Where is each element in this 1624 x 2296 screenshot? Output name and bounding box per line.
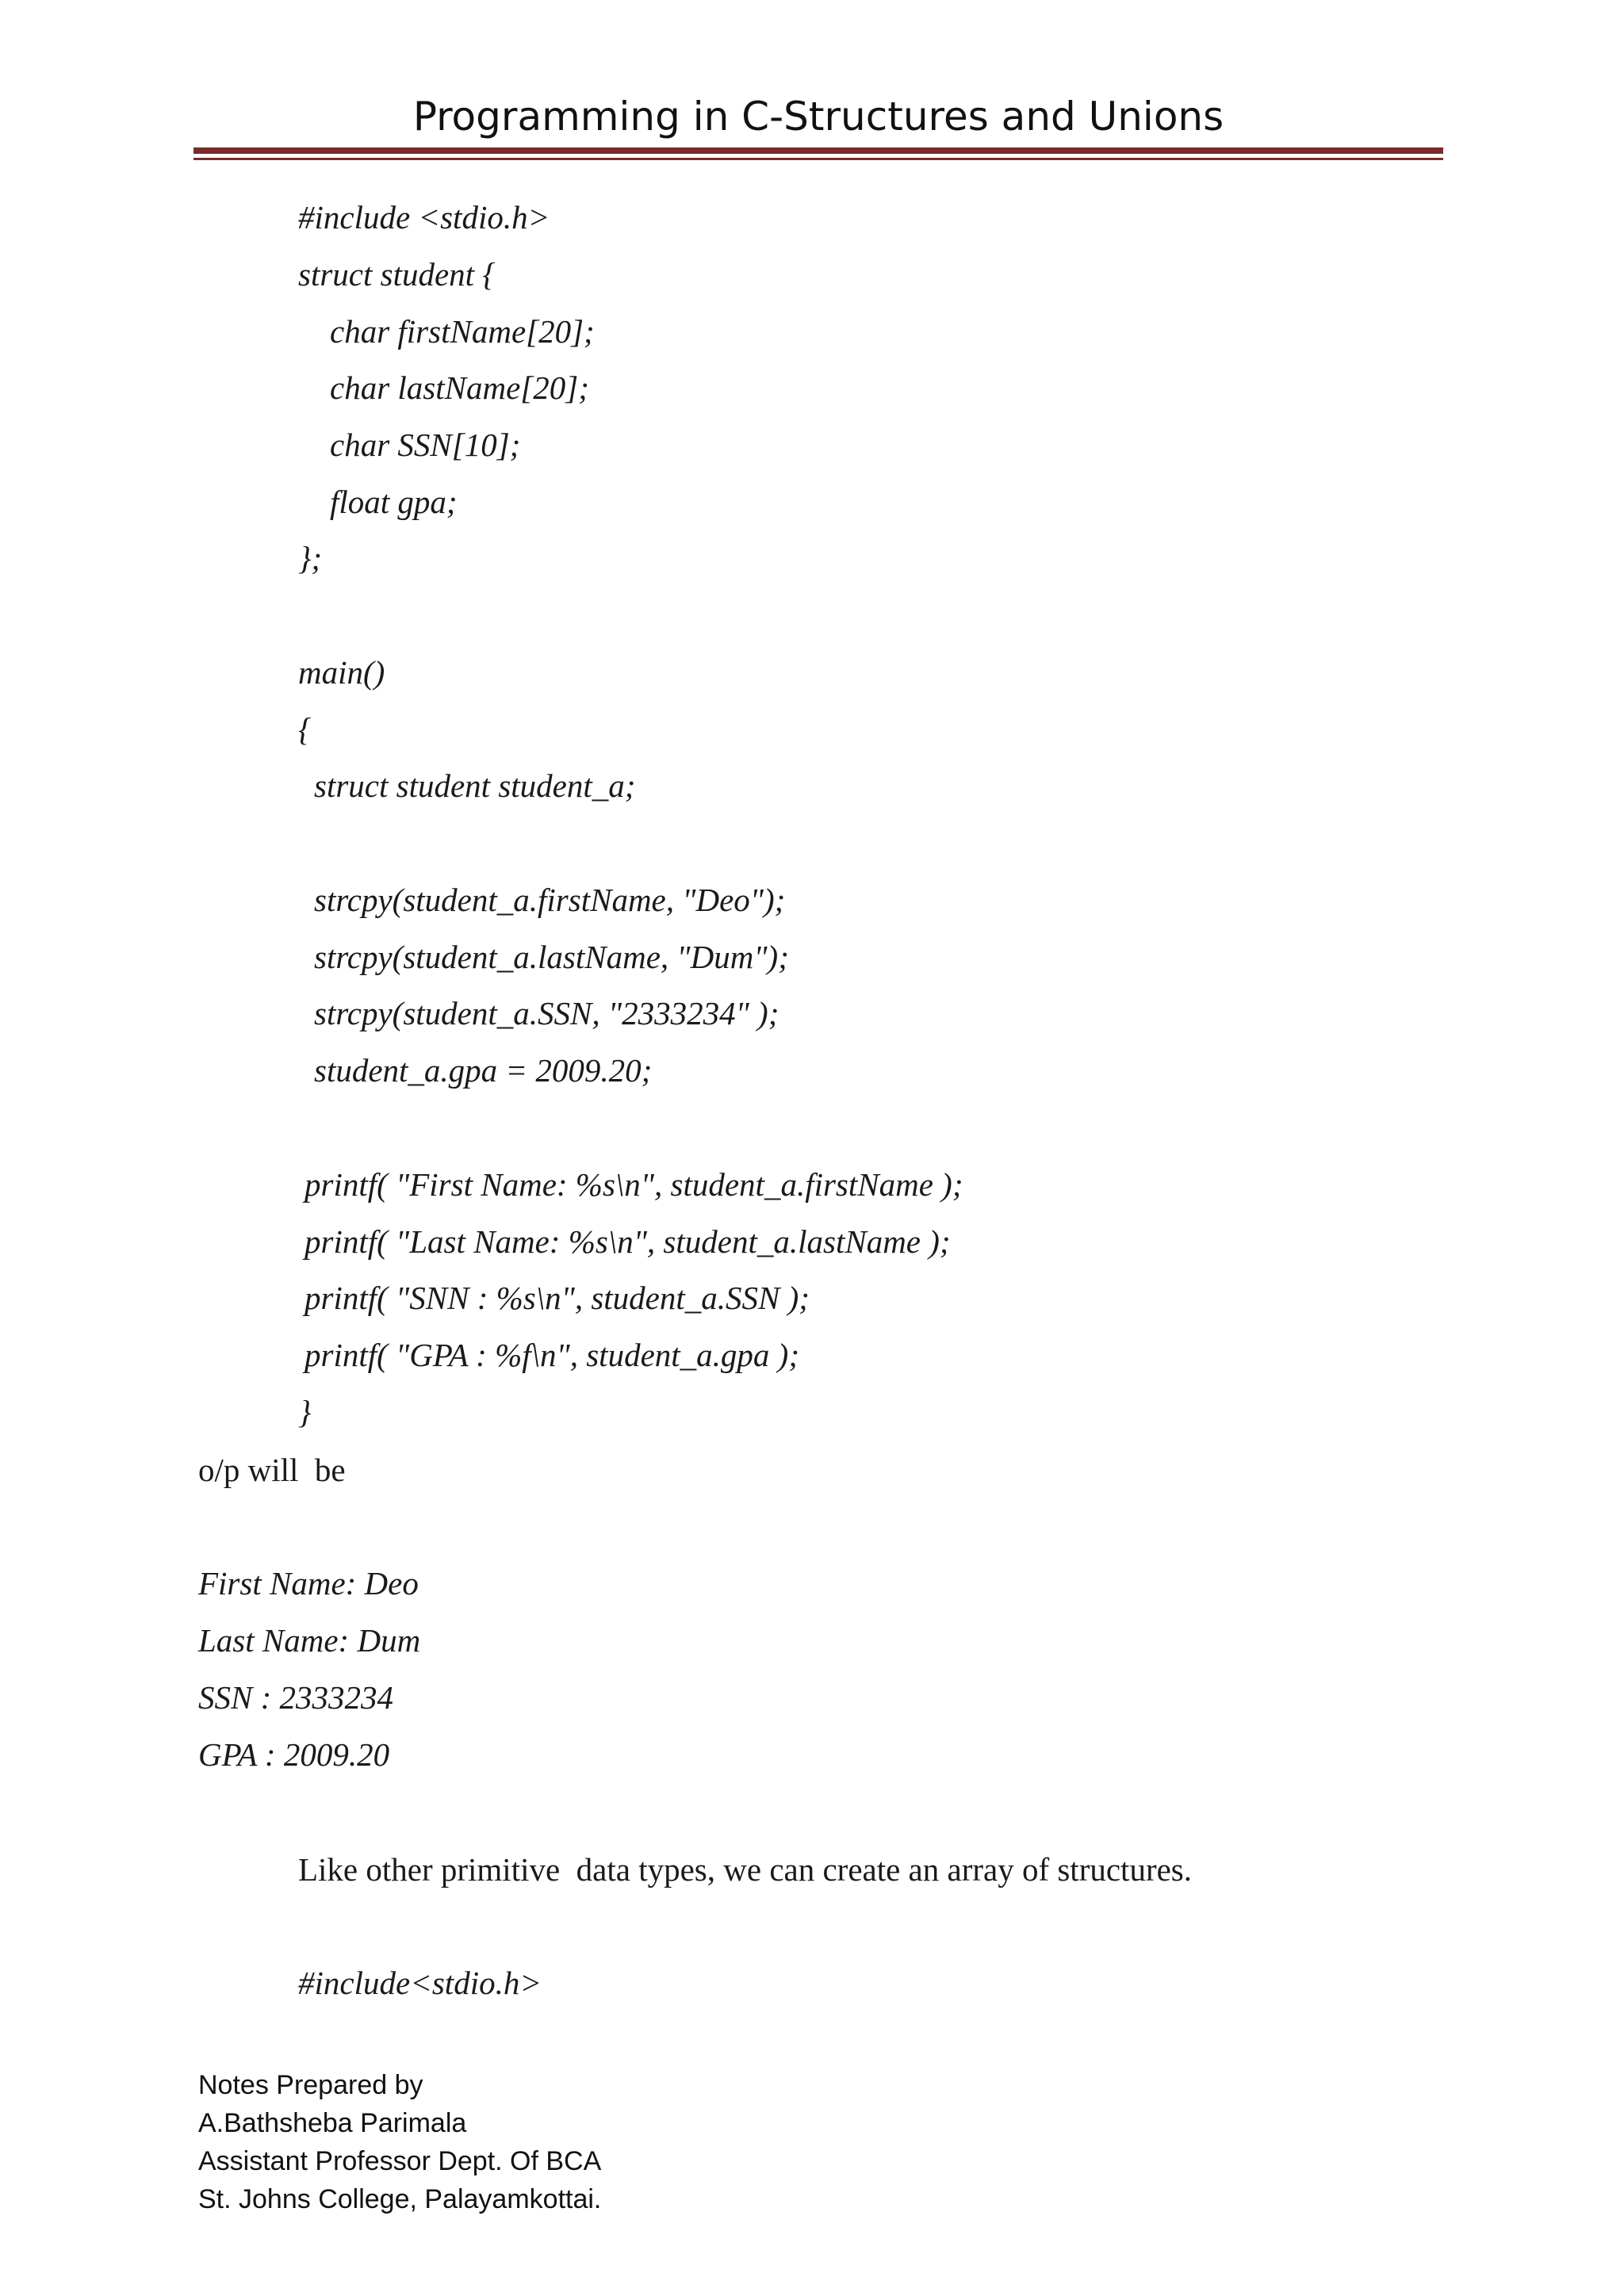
code-line: }; xyxy=(298,540,323,576)
header-rule-thick xyxy=(193,147,1443,154)
output-line: GPA : 2009.20 xyxy=(198,1736,390,1773)
footer-line: Notes Prepared by xyxy=(198,2070,423,2100)
output-line: First Name: Deo xyxy=(198,1565,419,1601)
code-line: } xyxy=(298,1394,312,1430)
output-line: Last Name: Dum xyxy=(198,1622,421,1659)
code-line: printf( "SNN : %s\n", student_a.SSN ); xyxy=(304,1280,810,1316)
page-header-title: Programming in C-Structures and Unions xyxy=(412,94,1224,140)
code-line: struct student { xyxy=(298,256,496,293)
code-line: main() xyxy=(298,654,385,691)
code-line: student_a.gpa = 2009.20; xyxy=(314,1052,653,1089)
code-line: #include<stdio.h> xyxy=(298,1965,542,2001)
body-paragraph: Like other primitive data types, we can create an array of structures. xyxy=(298,1851,1192,1888)
header-rule-thin xyxy=(193,158,1443,160)
code-line: { xyxy=(298,711,312,748)
code-line: #include <stdio.h> xyxy=(298,199,550,235)
code-line: printf( "First Name: %s\n", student_a.firstName ); xyxy=(304,1166,963,1203)
code-line: strcpy(student_a.firstName, "Deo"); xyxy=(314,882,786,918)
code-line: struct student student_a; xyxy=(314,767,636,804)
code-line: char firstName[20]; xyxy=(330,313,595,350)
code-line: char SSN[10]; xyxy=(330,427,521,463)
code-line: char lastName[20]; xyxy=(330,369,589,406)
footer-line: A.Bathsheba Parimala xyxy=(198,2108,467,2138)
code-line: strcpy(student_a.SSN, "2333234" ); xyxy=(314,995,779,1031)
code-line: printf( "Last Name: %s\n", student_a.lastName ); xyxy=(304,1223,951,1260)
code-line: strcpy(student_a.lastName, "Dum"); xyxy=(314,939,789,975)
output-line: SSN : 2333234 xyxy=(198,1679,393,1716)
footer-line: St. Johns College, Palayamkottai. xyxy=(198,2184,602,2214)
code-line: float gpa; xyxy=(330,484,458,520)
footer-author-block xyxy=(198,2066,601,2218)
output-intro: o/p will be xyxy=(198,1452,346,1488)
code-line: printf( "GPA : %f\n", student_a.gpa ); xyxy=(304,1337,799,1373)
footer-line: Assistant Professor Dept. Of BCA xyxy=(198,2146,602,2176)
